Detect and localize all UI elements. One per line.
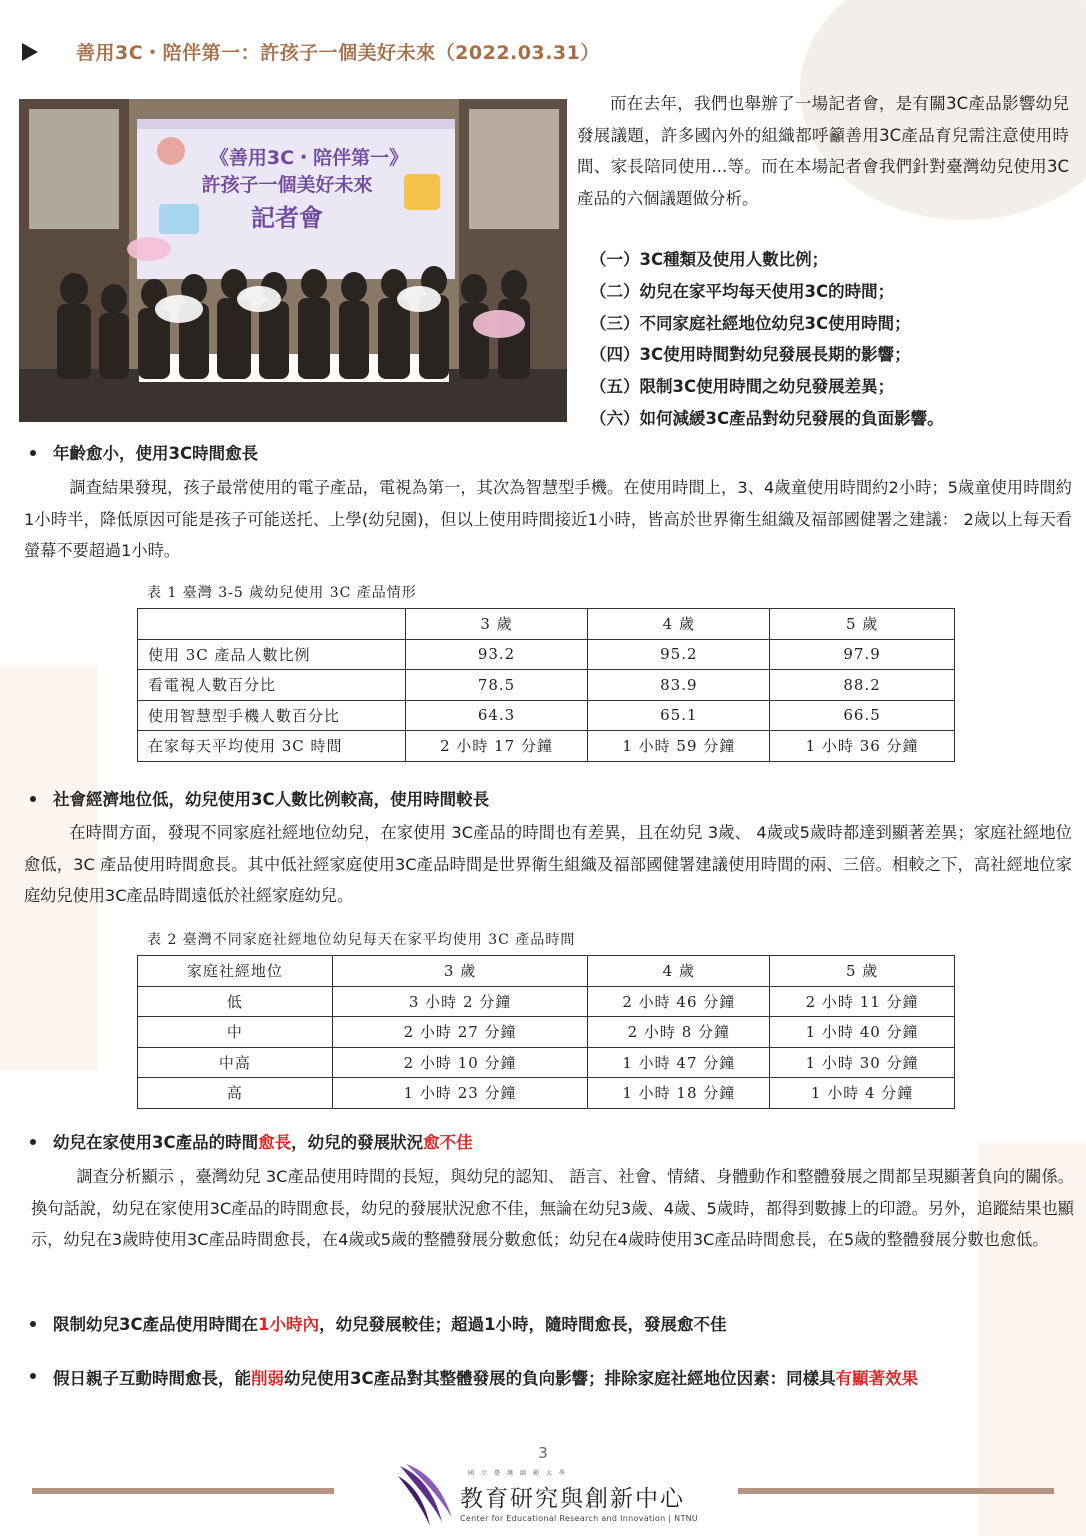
table-cell: 2 小時 10 分鐘 [332,1047,588,1078]
press-conference-photo [19,99,567,422]
topic-item: （四）3C使用時間對幼兒發展長期的影響； [590,345,911,365]
table-cell: 2 小時 17 分鐘 [405,731,588,762]
topic-item: （五）限制3C使用時間之幼兒發展差異； [590,377,895,397]
table-header-cell [138,609,406,640]
section-body-development: 調查分析顯示 ，臺灣幼兒 3C產品使用時間的長短，與幼兒的認知、 語言、社會、情緒、身體動作和整體發展之間都呈現顯著負向的關係。換句話說，幼兒在家使用3C產品的時間愈長，幼兒的發展狀況愈不佳，無論在幼兒3歲、4歲、5歲時，都得到數據上的印證。另外，追蹤結果也顯示，幼兒在3歲時使用3C產品時間愈長，在4歲或5歲的整體發展分數愈低；幼兒在4歲時使用3C產品時間愈長，在5歲的整體發展分數也愈低。 [31,1167,1074,1249]
table-cell: 1 小時 59 分鐘 [588,731,770,762]
table-cell: 2 小時 46 分鐘 [588,986,770,1017]
section-heading-age [30,440,258,464]
logo-university-name: 國立臺灣師範大學 [468,1470,573,1477]
section-heading-text [53,1363,918,1394]
photo-illustration [19,99,567,422]
heading-highlight: 愈不佳 [423,1133,473,1152]
heading-part: 限制幼兒3C產品使用時間在 [53,1315,259,1334]
section-heading-development [30,1129,473,1153]
heading-highlight: 有顯著效果 [835,1369,919,1388]
table-cell: 97.9 [770,639,955,670]
bullet-icon [30,796,36,802]
table-header-cell: 4 歲 [588,609,770,640]
table-header-cell: 4 歲 [588,956,770,987]
intro-paragraph: 而在去年，我們也舉辦了一場記者會，是有關3C產品影響幼兒發展議題，許多國內外的組織都呼籲善用3C產品育兒需注意使用時間、家長陪同使用...等。而在本場記者會我們針對臺灣幼兒使用3C產品的六個議題做分析。 [577,94,1069,208]
bullet-icon [30,1373,36,1379]
heading-part: 幼兒在家使用3C產品的時間 [53,1133,259,1152]
topic-item: （三）不同家庭社經地位幼兒3C使用時間； [590,313,911,333]
table-cell: 1 小時 23 分鐘 [332,1078,588,1109]
table-header-row [138,956,955,987]
heading-part: 假日親子互動時間愈長，能 [53,1369,251,1388]
table-cell: 83.9 [588,670,770,701]
table-cell: 1 小時 47 分鐘 [588,1047,770,1078]
section-body-age: 調查結果發現，孩子最常使用的電子產品，電視為第一，其次為智慧型手機。在使用時間上，3、4歲童使用時間約2小時；5歲童使用時間約1小時半，降低原因可能是孩子可能送托、上學(幼兒園)，但以上使用時間接近1小時，皆高於世界衛生組織及福部國健署之建議： 2歲以上每天看螢幕不要超過1小時。 [24,478,1072,560]
bullet-icon [30,1139,36,1145]
table2 [137,955,955,1109]
banner-line-3: 記者會 [251,204,323,232]
section-heading-text [53,1129,473,1153]
table-cell: 2 小時 8 分鐘 [588,1017,770,1048]
table2-caption: 表 2 臺灣不同家庭社經地位幼兒每天在家平均使用 3C 產品時間 [147,932,576,948]
heading-highlight: 削弱 [251,1369,284,1388]
table-header-cell: 5 歲 [770,956,955,987]
table-cell: 1 小時 4 分鐘 [770,1078,955,1109]
banner-line-1: 《善用3C・陪伴第一》 [209,147,409,169]
table-header-cell: 3 歲 [332,956,588,987]
table1-caption: 表 1 臺灣 3-5 歲幼兒使用 3C 產品情形 [147,585,417,601]
topic-item: （二）幼兒在家平均每天使用3C的時間； [590,281,895,301]
heading-part: ，幼兒的發展狀況 [291,1133,424,1152]
table-row [138,986,955,1017]
footer-rule-left [32,1488,334,1494]
topic-list [590,244,1070,435]
table-cell: 95.2 [588,639,770,670]
table-cell: 3 小時 2 分鐘 [332,986,588,1017]
table-cell: 66.5 [770,700,955,731]
table-cell: 65.1 [588,700,770,731]
topic-item: （一）3C種類及使用人數比例； [590,250,829,269]
table-cell: 中 [138,1017,333,1048]
bullet-icon [30,450,36,456]
table-cell: 看電視人數百分比 [138,670,406,701]
page-number: 3 [538,1444,548,1462]
table-cell: 1 小時 18 分鐘 [588,1078,770,1109]
table-cell: 64.3 [405,700,588,731]
section-body-ses: 在時間方面，發現不同家庭社經地位幼兒，在家使用 3C產品的時間也有差異，且在幼兒 3歲、 4歲或5歲時都達到顯著差異；家庭社經地位愈低，3C 產品使用時間愈長。其中低社經家庭使用3C產品時間是世界衛生組織及福部國健署建議使用時間的兩、三倍。相較之下，高社經地位家庭幼兒使用3C產品時間遠低於社經家庭幼兒。 [24,823,1072,905]
table-row [138,1078,955,1109]
section-heading-ses [30,786,489,810]
play-icon [22,43,38,61]
center-logo [398,1460,698,1530]
table-header-cell: 3 歲 [405,609,588,640]
table-cell: 在家每天平均使用 3C 時間 [138,731,406,762]
table-cell: 使用智慧型手機人數百分比 [138,700,406,731]
table-header-cell: 5 歲 [770,609,955,640]
table1 [137,608,955,762]
table-cell: 1 小時 36 分鐘 [770,731,955,762]
section-heading-text: 年齡愈小，使用3C時間愈長 [53,444,259,463]
section-heading-limit [30,1311,727,1335]
heading-highlight: 愈長 [258,1133,292,1152]
heading-highlight: 1小時內 [258,1315,320,1334]
table-row [138,731,955,762]
table-cell: 2 小時 11 分鐘 [770,986,955,1017]
table-cell: 2 小時 27 分鐘 [332,1017,588,1048]
logo-english-name: Center for Educational Research and Innovation | NTNU [460,1514,699,1523]
logo-chinese-name: 教育研究與創新中心 [460,1486,685,1512]
title-row [22,38,600,65]
topic-item: （六）如何減緩3C產品對幼兒發展的負面影響。 [590,408,944,428]
footer-rule-right [738,1488,1054,1494]
table-header-cell: 家庭社經地位 [138,956,333,987]
table-cell: 1 小時 30 分鐘 [770,1047,955,1078]
section-heading-text [53,1311,727,1335]
table-cell: 78.5 [405,670,588,701]
table-cell: 93.2 [405,639,588,670]
table-row [138,700,955,731]
section-heading-interaction [30,1363,1060,1394]
table-row [138,670,955,701]
table-cell: 使用 3C 產品人數比例 [138,639,406,670]
table-cell: 低 [138,986,333,1017]
bullet-icon [30,1321,36,1327]
table-row [138,639,955,670]
section-heading-text: 社會經濟地位低，幼兒使用3C人數比例較高，使用時間較長 [53,790,490,809]
page-title: 善用3C・陪伴第一：許孩子一個美好未來（2022.03.31） [76,42,600,64]
table-cell: 88.2 [770,670,955,701]
table-row [138,1047,955,1078]
table-row [138,1017,955,1048]
banner-line-2: 許孩子一個美好未來 [201,174,373,196]
table-cell: 高 [138,1078,333,1109]
heading-part: ，幼兒發展較佳；超過1小時，隨時間愈長，發展愈不佳 [319,1315,727,1334]
logo-mark-icon [398,1460,458,1530]
table-header-row [138,609,955,640]
table-cell: 中高 [138,1047,333,1078]
table-cell: 1 小時 40 分鐘 [770,1017,955,1048]
heading-part: 幼兒使用3C產品對其整體發展的負向影響；排除家庭社經地位因素：同樣具 [284,1369,836,1388]
